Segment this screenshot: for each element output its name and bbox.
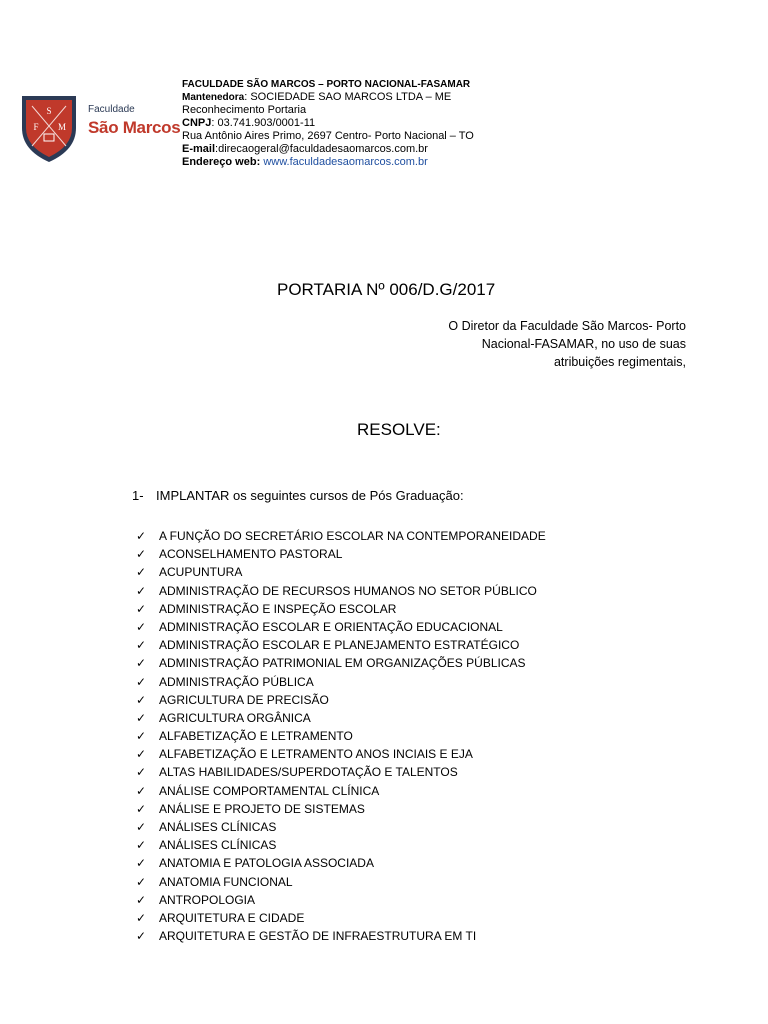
institution-name: FACULDADE SÃO MARCOS – PORTO NACIONAL-FASAMAR — [182, 79, 471, 90]
recognition-line: Reconhecimento Portaria — [182, 104, 307, 116]
item-text: IMPLANTAR os seguintes cursos de Pós Graduação: — [156, 488, 464, 503]
list-item — [136, 854, 546, 872]
item-number: 1- — [132, 488, 144, 503]
course-name: AGRICULTURA DE PRECISÃO — [159, 692, 329, 707]
web-label: Endereço web — [182, 156, 257, 168]
shield-logo-icon — [14, 88, 84, 166]
director-line-1: O Diretor da Faculdade São Marcos- Porto — [448, 319, 686, 333]
logo-small-text: Faculdade — [88, 104, 135, 115]
list-item — [136, 709, 546, 727]
checkmark-icon: ✓ — [136, 638, 147, 653]
course-name: ANÁLISE E PROJETO DE SISTEMAS — [159, 801, 365, 816]
course-name: ALFABETIZAÇÃO E LETRAMENTO ANOS INCIAIS E EJA — [159, 747, 473, 762]
course-name: ARQUITETURA E CIDADE — [159, 910, 305, 925]
list-item — [136, 600, 546, 618]
checkmark-icon: ✓ — [136, 692, 147, 707]
resolution-item — [132, 488, 464, 503]
checkmark-icon: ✓ — [136, 838, 147, 853]
email-value: :direcaogeral@faculdadesaomarcos.com.br — [215, 143, 428, 155]
cnpj-line — [182, 117, 315, 130]
course-name: ADMINISTRAÇÃO DE RECURSOS HUMANOS NO SETOR PÚBLICO — [159, 583, 537, 598]
checkmark-icon: ✓ — [136, 583, 147, 598]
list-item — [136, 927, 546, 945]
email-label: E-mail — [182, 143, 216, 155]
document-title: PORTARIA Nº 006/D.G/2017 — [277, 280, 496, 299]
checkmark-icon: ✓ — [136, 529, 147, 543]
course-name: ANATOMIA E PATOLOGIA ASSOCIADA — [159, 856, 374, 871]
list-item — [136, 873, 546, 891]
course-name: ACONSELHAMENTO PASTORAL — [159, 547, 343, 562]
monogram-left: F — [33, 122, 39, 132]
checkmark-icon: ✓ — [136, 547, 147, 562]
checkmark-icon: ✓ — [136, 783, 147, 798]
checkmark-icon: ✓ — [136, 820, 147, 834]
course-name: ALTAS HABILIDADES/SUPERDOTAÇÃO E TALENTOS — [159, 765, 458, 780]
checkmark-icon: ✓ — [136, 747, 147, 762]
list-item — [136, 545, 546, 563]
maintainer-value: : SOCIEDADE SAO MARCOS LTDA – ME — [244, 91, 452, 103]
director-line-2: Nacional-FASAMAR, no uso de suas — [481, 337, 686, 351]
maintainer-line — [182, 91, 451, 104]
list-item — [136, 691, 546, 709]
list-item — [136, 636, 546, 654]
list-item — [136, 563, 546, 581]
checkmark-icon: ✓ — [136, 601, 147, 616]
checkmark-icon: ✓ — [136, 565, 147, 580]
list-item — [136, 909, 546, 927]
course-name: ANATOMIA FUNCIONAL — [159, 874, 293, 889]
checkmark-icon: ✓ — [136, 619, 147, 634]
course-name: ANTROPOLOGIA — [159, 892, 256, 907]
monogram-right: M — [57, 122, 67, 132]
checkmark-icon: ✓ — [136, 674, 147, 689]
list-item — [136, 527, 546, 545]
course-name: ADMINISTRAÇÃO PÚBLICA — [159, 674, 314, 689]
checkmark-icon: ✓ — [136, 656, 147, 671]
list-item — [136, 800, 546, 818]
checkmark-icon: ✓ — [136, 765, 147, 780]
course-name: ALFABETIZAÇÃO E LETRAMENTO — [159, 729, 353, 744]
course-name: ANÁLISE COMPORTAMENTAL CLÍNICA — [159, 783, 380, 798]
course-name: A FUNÇÃO DO SECRETÁRIO ESCOLAR NA CONTEMPORANEIDADE — [159, 529, 546, 543]
course-name: ANÁLISES CLÍNICAS — [159, 820, 277, 834]
checkmark-icon: ✓ — [136, 856, 147, 871]
course-name: ADMINISTRAÇÃO E INSPEÇÃO ESCOLAR — [159, 601, 397, 616]
checkmark-icon: ✓ — [136, 910, 147, 925]
cnpj-label: CNPJ — [182, 117, 212, 129]
list-item — [136, 654, 546, 672]
email-line — [182, 143, 428, 156]
monogram-top: S — [46, 106, 52, 116]
list-item — [136, 836, 546, 854]
address-line: Rua Antônio Aires Primo, 2697 Centro- Porto Nacional – TO — [182, 130, 474, 142]
course-name: ADMINISTRAÇÃO ESCOLAR E ORIENTAÇÃO EDUCACIONAL — [159, 619, 503, 634]
course-name: ADMINISTRAÇÃO PATRIMONIAL EM ORGANIZAÇÕES PÚBLICAS — [159, 656, 526, 671]
institution-logo — [14, 88, 181, 166]
course-list — [136, 527, 546, 945]
course-name: ADMINISTRAÇÃO ESCOLAR E PLANEJAMENTO ESTRATÉGICO — [159, 638, 520, 653]
list-item — [136, 763, 546, 781]
list-item — [136, 727, 546, 745]
course-name: ARQUITETURA E GESTÃO DE INFRAESTRUTURA EM TI — [159, 929, 477, 944]
checkmark-icon: ✓ — [136, 801, 147, 816]
web-link[interactable]: www.faculdadesaomarcos.com.br — [263, 156, 428, 168]
web-line: Endereço web: www.faculdadesaomarcos.com.br — [182, 156, 428, 168]
resolve-heading: RESOLVE: — [357, 420, 441, 439]
checkmark-icon: ✓ — [136, 729, 147, 744]
list-item — [136, 891, 546, 909]
course-name: AGRICULTURA ORGÂNICA — [159, 710, 311, 725]
director-line-3: atribuições regimentais, — [553, 355, 686, 369]
list-item — [136, 618, 546, 636]
list-item — [136, 745, 546, 763]
logo-big-text: São Marcos — [88, 118, 181, 137]
course-name: ANÁLISES CLÍNICAS — [159, 838, 277, 853]
list-item — [136, 782, 546, 800]
maintainer-label: Mantenedora — [182, 92, 245, 103]
course-name: ACUPUNTURA — [159, 565, 243, 580]
checkmark-icon: ✓ — [136, 710, 147, 725]
cnpj-value: : 03.741.903/0001-11 — [211, 117, 316, 129]
list-item — [136, 818, 546, 836]
list-item — [136, 673, 546, 691]
list-item — [136, 582, 546, 600]
checkmark-icon: ✓ — [136, 874, 147, 889]
checkmark-icon: ✓ — [136, 929, 147, 944]
checkmark-icon: ✓ — [136, 892, 147, 907]
